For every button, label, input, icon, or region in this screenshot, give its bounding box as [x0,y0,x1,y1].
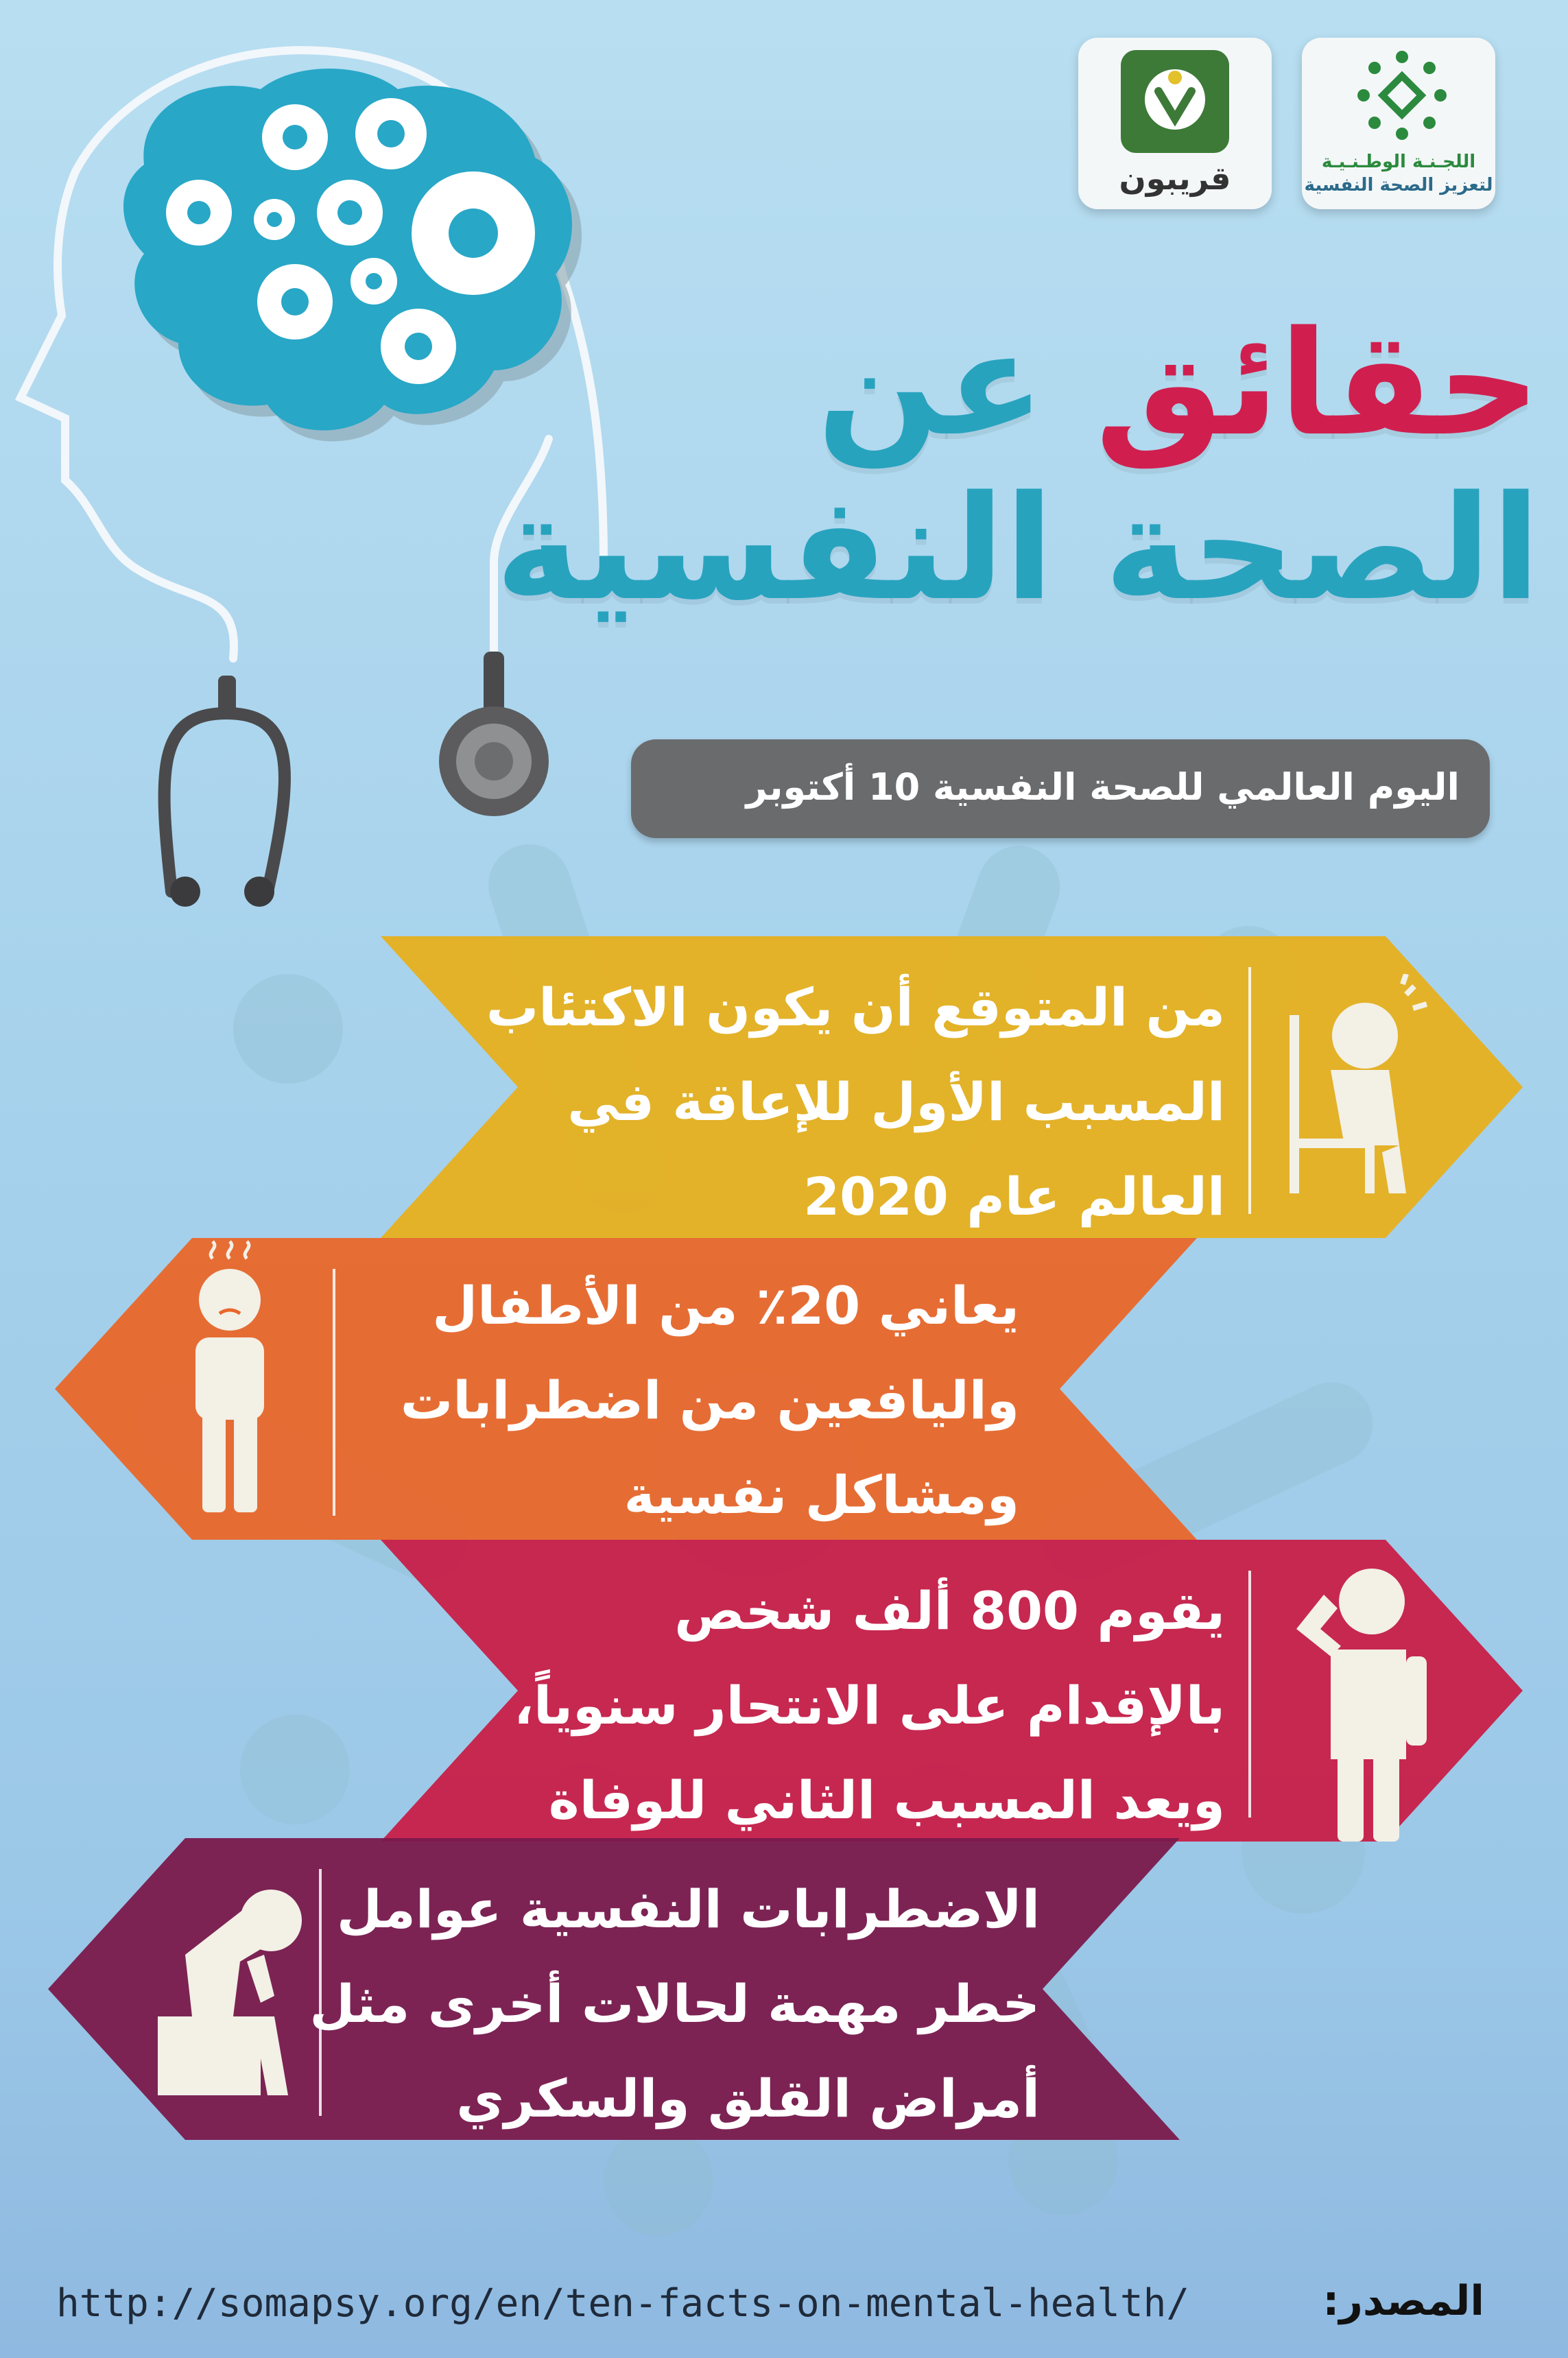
source-label: المصدر: [1322,2277,1484,2325]
fact-1-text: من المتوقع أن يكون الاكتئاب المسبب الأول للإعاقة في العالم عام 2020 [486,977,1225,1227]
fact-1-divider [1248,967,1251,1214]
qareboon-logo-icon [1121,50,1229,153]
title-word-facts: حقائق [1095,300,1541,468]
sitting-sad-person-icon [1262,974,1454,1207]
date-pill-text: اليوم العالمي للصحة النفسية 10 أكتوبر [746,765,1460,809]
title-line-1 [816,300,1541,468]
committee-logo-icon [1354,47,1450,143]
distressed-person-icon [1269,1553,1447,1842]
title-word-about: عن [816,300,1045,468]
committee-logo-caption-2: لتعزيز الصحة النفسية [1304,175,1493,195]
committee-logo [1302,38,1495,209]
qareboon-logo-caption: قريبون [1119,160,1231,197]
title-line-2: الصحة النفسية [495,464,1541,632]
fact-3-divider [1248,1571,1251,1818]
qareboon-logo [1078,38,1272,209]
fact-3-text: يقوم 800 ألف شخص بالإقدام على الانتحار سنوياً، ويعد المسبب الثاني للوفاة [514,1580,1225,1831]
fact-2-text: يعاني 20٪ من الأطفال واليافعين من اضطرابات ومشاكل نفسية [400,1275,1019,1525]
date-pill [631,739,1490,838]
source-url[interactable]: http://somapsy.org/en/ten-facts-on-mental-health/ [56,2281,1190,2326]
committee-logo-caption-1: اللجـنـة الوطـنـيـة [1321,152,1476,172]
fact-4-text: الاضطرابات النفسية عوامل خطر مهمة لحالات أخرى مثل أمراض القلق والسكري [309,1879,1040,2129]
